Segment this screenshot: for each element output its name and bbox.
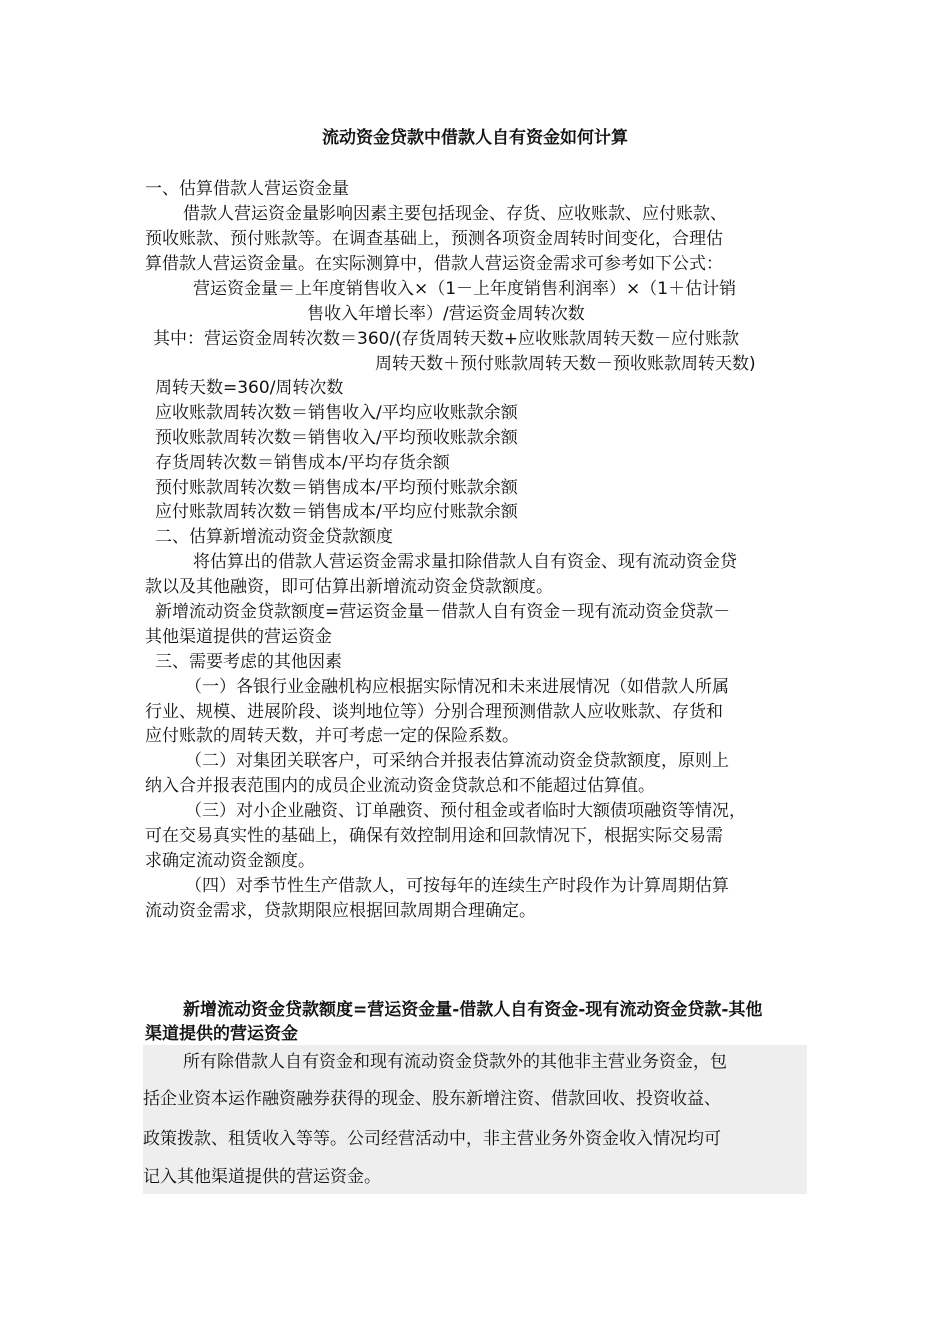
section-3-item-line: 流动资金需求，贷款期限应根据回款周期合理确定。 [145, 901, 536, 921]
section-3-item-line: （二）对集团关联客户，可采纳合并报表估算流动资金贷款额度，原则上 [185, 751, 729, 771]
section-1-paragraph-line: 算借款人营运资金量。在实际测算中，借款人营运资金需求可参考如下公式： [145, 254, 723, 274]
note-heading-line: 新增流动资金贷款额度=营运资金量-借款人自有资金-现有流动资金贷款-其他 [183, 1000, 763, 1020]
section-2-paragraph-line: 款以及其他融资，即可估算出新增流动资金贷款额度。 [145, 577, 553, 597]
section-3-item-line: 应付账款的周转天数，并可考虑一定的保险系数。 [145, 726, 519, 746]
section-3-item-line: （三）对小企业融资、订单融资、预付租金或者临时大额债项融资等情况， [185, 801, 746, 821]
section-2-heading: 二、估算新增流动资金贷款额度 [155, 527, 393, 547]
note-paragraph-line: 政策拨款、租赁收入等等。公司经营活动中，非主营业务外资金收入情况均可 [143, 1129, 721, 1149]
note-shaded-box [143, 1045, 807, 1194]
note-paragraph-line: 所有除借款人自有资金和现有流动资金贷款外的其他非主营业务资金，包 [183, 1052, 727, 1072]
formula-list-item: 应收账款周转次数＝销售收入/平均应收账款余额 [155, 403, 518, 423]
note-paragraph-line: 括企业资本运作融资融券获得的现金、股东新增注资、借款回收、投资收益、 [143, 1089, 721, 1109]
formula-line: 售收入年增长率）/营运资金周转次数 [307, 304, 585, 324]
section-2-paragraph-line: 将估算出的借款人营运资金需求量扣除借款人自有资金、现有流动资金贷 [193, 552, 737, 572]
document-title: 流动资金贷款中借款人自有资金如何计算 [322, 128, 628, 148]
note-heading-line: 渠道提供的营运资金 [145, 1024, 298, 1044]
section-1-paragraph-line: 预收账款、预付账款等。在调查基础上，预测各项资金周转时间变化，合理估 [145, 229, 723, 249]
section-2-formula-line: 新增流动资金贷款额度=营运资金量－借款人自有资金－现有流动资金贷款－ [155, 602, 731, 622]
formula-line: 营运资金量＝上年度销售收入×（1－上年度销售利润率）×（1＋估计销 [193, 279, 737, 299]
note-paragraph-line: 记入其他渠道提供的营运资金。 [143, 1167, 381, 1187]
section-1-heading: 一、估算借款人营运资金量 [145, 179, 349, 199]
section-3-item-line: （一）各银行业金融机构应根据实际情况和未来进展情况（如借款人所属 [185, 677, 729, 697]
formula-list-item: 存货周转次数＝销售成本/平均存货余额 [155, 453, 450, 473]
section-1-paragraph-line: 借款人营运资金量影响因素主要包括现金、存货、应收账款、应付账款、 [183, 204, 727, 224]
section-2-formula-line: 其他渠道提供的营运资金 [145, 627, 332, 647]
section-3-item-line: 求确定流动资金额度。 [145, 851, 315, 871]
section-3-item-line: 行业、规模、进展阶段、谈判地位等）分别合理预测借款人应收账款、存货和 [145, 702, 723, 722]
formula-list-item: 应付账款周转次数＝销售成本/平均应付账款余额 [155, 502, 518, 522]
formula-list-item: 预收账款周转次数＝销售收入/平均预收账款余额 [155, 428, 518, 448]
formula-where-line: 其中：营运资金周转次数＝360/(存货周转天数+应收账款周转天数－应付账款 [153, 329, 740, 349]
formula-list-item: 周转天数=360/周转次数 [155, 378, 344, 398]
section-3-item-line: 可在交易真实性的基础上，确保有效控制用途和回款情况下，根据实际交易需 [145, 826, 723, 846]
section-3-item-line: （四）对季节性生产借款人，可按每年的连续生产时段作为计算周期估算 [185, 876, 729, 896]
formula-where-line: 周转天数＋预付账款周转天数－预收账款周转天数) [375, 354, 756, 374]
section-3-heading: 三、需要考虑的其他因素 [155, 652, 342, 672]
section-3-item-line: 纳入合并报表范围内的成员企业流动资金贷款总和不能超过估算值。 [145, 776, 655, 796]
formula-list-item: 预付账款周转次数＝销售成本/平均预付账款余额 [155, 478, 518, 498]
